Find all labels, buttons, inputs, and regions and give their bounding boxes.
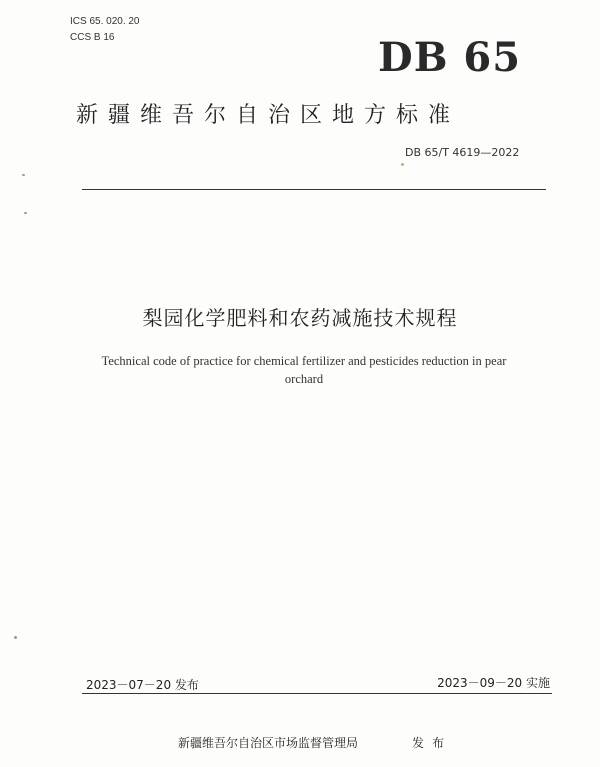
classification-codes xyxy=(70,14,140,46)
document-title-chinese: 梨园化学肥料和农药减施技术规程 xyxy=(142,306,458,330)
standard-category-title: 新疆维吾尔自治区地方标准 xyxy=(76,103,461,128)
issue-date: 2023－07－20 发布 xyxy=(86,678,199,692)
publisher-name: 新疆维吾尔自治区市场监督管理局 xyxy=(178,736,359,750)
top-divider xyxy=(82,189,546,190)
ics-code: ICS 65. 020. 20 xyxy=(70,16,140,27)
standard-number: DB 65/T 4619—2022 xyxy=(405,146,520,159)
scan-speck xyxy=(24,212,27,214)
scan-speck xyxy=(22,174,25,176)
scan-speck xyxy=(14,636,17,639)
publish-label: 发布 xyxy=(412,736,453,750)
implementation-date: 2023－09－20 实施 xyxy=(437,676,550,690)
ccs-code: CCS B 16 xyxy=(70,32,115,43)
scan-speck xyxy=(401,163,404,166)
bottom-divider xyxy=(82,693,552,694)
db65-logo: DB 65 xyxy=(378,34,522,81)
document-title-english: Technical code of practice for chemical fertilizer and pesticides reduction in pear orchard xyxy=(101,354,507,386)
